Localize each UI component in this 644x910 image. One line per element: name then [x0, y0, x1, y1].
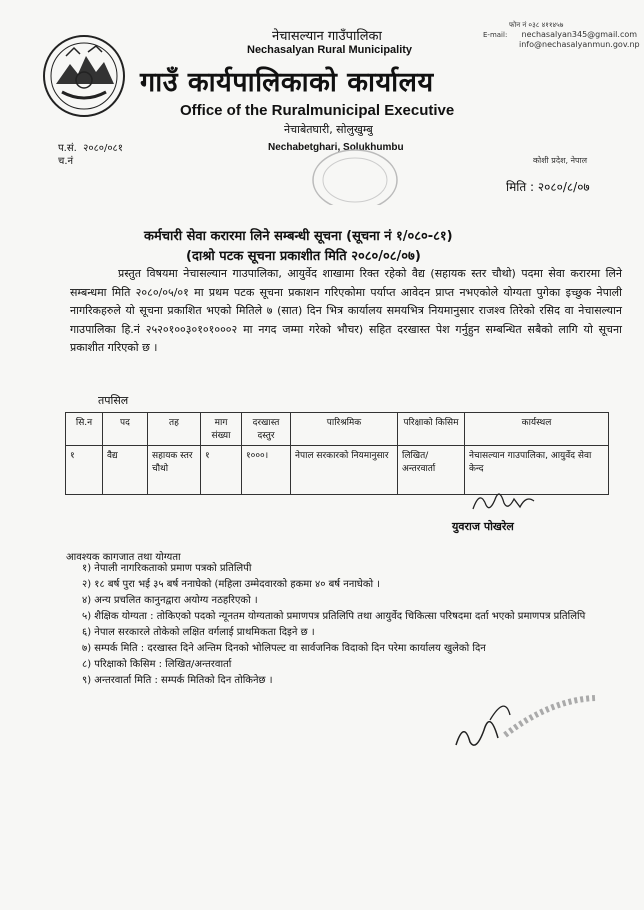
list-item: १) नेपाली नागरिकताको प्रमाण पत्रको प्रतिलिपी: [82, 563, 252, 574]
contact-block: [483, 20, 640, 50]
cell-serial: १: [66, 446, 103, 495]
email-secondary[interactable]: info@nechasalyanmun.gov.np: [519, 40, 640, 49]
email-primary[interactable]: nechasalyan345@gmail.com: [521, 30, 638, 39]
municipality-logo-icon: [42, 34, 126, 118]
cell-fee: १०००।: [242, 446, 291, 495]
list-item: ९) अन्तरवार्ता मिति : सम्पर्क मितिको दिन तोकिनेछ ।: [82, 675, 273, 686]
list-item: ५) शैक्षिक योग्यता : तोकिएको पदको न्यूनतम योग्यताको प्रमाणपत्र प्रतिलिपि तथा आयुर्वेद चिकित्सा परिषदमा दर्ता भएको प्रमाणपत्र प्रतिलिपि: [82, 611, 586, 622]
signature-icon: [468, 487, 538, 517]
pa-sa-value: २०८०/०८१: [83, 143, 123, 154]
cell-post: वैद्य: [103, 446, 148, 495]
office-title-english: Office of the Ruralmunicipal Executive: [180, 102, 455, 119]
address-nepali: नेचाबेतघारी, सोलुखुम्बु: [284, 123, 373, 136]
requirements-title: आवश्यक कागजात तथा योग्यता: [66, 552, 181, 563]
office-title-nepali: गाउँ कार्यपालिकाको कार्यालय: [140, 67, 434, 98]
table-header-row: [66, 413, 609, 446]
col-header: पद: [103, 413, 148, 446]
reference-block: [58, 142, 123, 168]
cell-workplace: नेचासल्यान गाउपालिका, आयुर्वेद सेवा केन्द: [465, 446, 609, 495]
signer-name: युवराज पोखरेल: [452, 520, 514, 533]
email-line: [483, 30, 640, 40]
address-english: Nechabetghari, Solukhumbu: [268, 142, 404, 153]
col-header: कार्यस्थल: [465, 413, 609, 446]
col-header: तह: [148, 413, 201, 446]
notice-title: कर्मचारी सेवा करारमा लिने सम्बन्धी सूचना (सूचना नं १/०८०-८१): [144, 229, 453, 244]
requirements-list: [82, 561, 622, 689]
notice-subtitle: (दाश्रो पटक सूचना प्रकाशीत मिति २०८०/०८/०७): [186, 249, 421, 264]
municipality-name-nepali: नेचासल्यान गाउँपालिका: [272, 29, 382, 44]
pa-sa-label: प.सं.: [58, 143, 77, 154]
phone-text: फोन नं ०३८ ४११४५७: [509, 21, 564, 29]
list-item: ४) अन्य प्रचलित कानुनद्वारा अयोग्य नठहरिएको ।: [82, 595, 258, 606]
office-stamp-icon: [305, 140, 405, 205]
list-item: २) १८ बर्ष पुरा भई ३५ बर्ष ननाघेको (महिला उम्मेदवारको हकमा ४० बर्ष ननाघेको ।: [82, 579, 381, 590]
list-item: ७) सम्पर्क मिति : दरखास्त दिने अन्तिम दिनको भोलिपल्ट वा सार्वजनिक विदाको दिन परेमा कार्यालय खुलेको दिन: [82, 643, 486, 654]
province-text: कोशी प्रदेश, नेपाल: [533, 156, 588, 165]
email-label: E-mail:: [483, 31, 508, 39]
cell-salary: नेपाल सरकारको नियमानुसार: [291, 446, 398, 495]
col-header: माग संख्या: [201, 413, 242, 446]
list-item: ८) परिक्षाको किसिम : लिखित/अन्तरवार्ता: [82, 659, 232, 670]
cell-demand: १: [201, 446, 242, 495]
col-header: पारिश्रमिक: [291, 413, 398, 446]
details-label: तपसिल: [98, 394, 129, 407]
municipality-name-english: Nechasalyan Rural Municipality: [247, 44, 413, 56]
col-header: सि.न: [66, 413, 103, 446]
cell-level: सहायक स्तर चौथो: [148, 446, 201, 495]
col-header: दरखास्त दस्तुर: [242, 413, 291, 446]
vacancy-table: [65, 412, 609, 495]
cell-exam: लिखित/ अन्तरवार्ता: [398, 446, 465, 495]
notice-body: प्रस्तुत विषयमा नेचासल्यान गाउपालिका, आयुर्वेद शाखामा रिक्त रहेको वैद्य (सहायक स्तर चौथो) पदमा सेवा करारमा लिने सम्बन्धमा मिति २०८०/०५/०१ मा प्रथम पटक सूचना प्रकाशन गरिएकोमा पर्याप्त आवेदन प्राप्त नभएकोले योग्यता पुगेका इच्छुक नेपाली नागरिकहरुले यो सूचना प्रकाशित भएको मितिले ७ (सात) दिन भित्र कार्यालय समयभित्र नियमानुसार राजश्व तिरेको रसिद वा नेचासल्यान गाउपालिका हि.नं २५२०१००३०१०१०००२ मा नगद जम्मा गरेको भौचर) सहित दरखास्त पेश गर्नुहुन सम्बन्धित सबैको लागि यो सूचना प्रकाशीत गरिएको छ ।: [70, 267, 622, 354]
col-header: परिक्षाको किसिम: [398, 413, 465, 446]
list-item: ६) नेपाल सरकारले तोकेको लक्षित वर्गलाई प्राथमिकता दिइने छ ।: [82, 627, 315, 638]
officer-signature-stamp-icon: [450, 690, 600, 760]
notice-date: मिति : २०८०/८/०७: [506, 180, 590, 194]
cha-na-label: च.नं: [58, 156, 74, 167]
